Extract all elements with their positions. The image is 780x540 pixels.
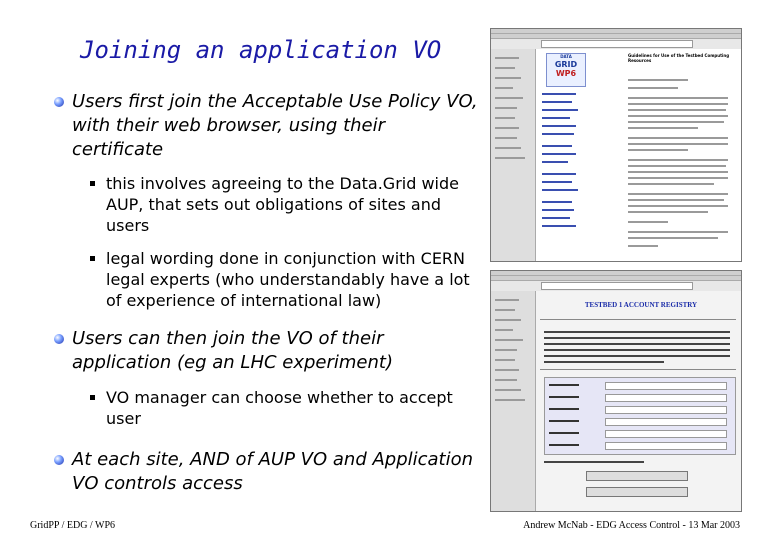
bullet-icon [54, 334, 64, 344]
page-heading: Guidelines for Use of the Testbed Computing Resources [628, 53, 730, 63]
logo-top-text: DATA [560, 54, 572, 59]
square-bullet-icon [90, 256, 95, 261]
footer-left: GridPP / EDG / WP6 [30, 520, 116, 531]
bullet-icon [54, 97, 64, 107]
bullet-text: Users first join the Acceptable Use Policy VO, with their web browser, using their certificate [72, 91, 478, 160]
square-bullet-icon [90, 181, 95, 186]
bullet-site-access [48, 448, 478, 496]
subbullet-text: VO manager can choose whether to accept user [106, 388, 453, 428]
bullet-aup-vo [48, 90, 478, 162]
square-bullet-icon [90, 395, 95, 400]
registry-form [544, 377, 736, 455]
subbullet-aup-obligations [90, 173, 480, 236]
screenshot-account-registry [490, 270, 742, 512]
clear-button[interactable] [586, 487, 688, 497]
screenshot-aup-guidelines [490, 28, 742, 262]
logo-sub-text: WP6 [555, 69, 577, 78]
bullet-icon [54, 455, 64, 465]
logo-main-text: GRID [554, 60, 578, 69]
bullet-application-vo [48, 327, 478, 375]
datagrid-logo [546, 53, 586, 87]
bullet-text: Users can then join the VO of their application (eg an LHC experiment) [72, 328, 393, 373]
subbullet-text: this involves agreeing to the Data.Grid wide AUP, that sets out obligations of sites and users [106, 174, 459, 235]
bullet-text: At each site, AND of AUP VO and Application VO controls access [72, 449, 474, 494]
subbullet-text: legal wording done in conjunction with CERN legal experts (who understandably have a lot of experience of international law) [106, 249, 470, 310]
registry-heading: TESTBED 1 ACCOUNT REGISTRY [584, 301, 698, 309]
submit-button[interactable] [586, 471, 688, 481]
subbullet-vo-manager [90, 387, 480, 429]
subbullet-legal-wording [90, 248, 480, 311]
slide-title: Joining an application VO [80, 36, 442, 64]
footer-right: Andrew McNab - EDG Access Control - 13 Mar 2003 [523, 520, 740, 531]
